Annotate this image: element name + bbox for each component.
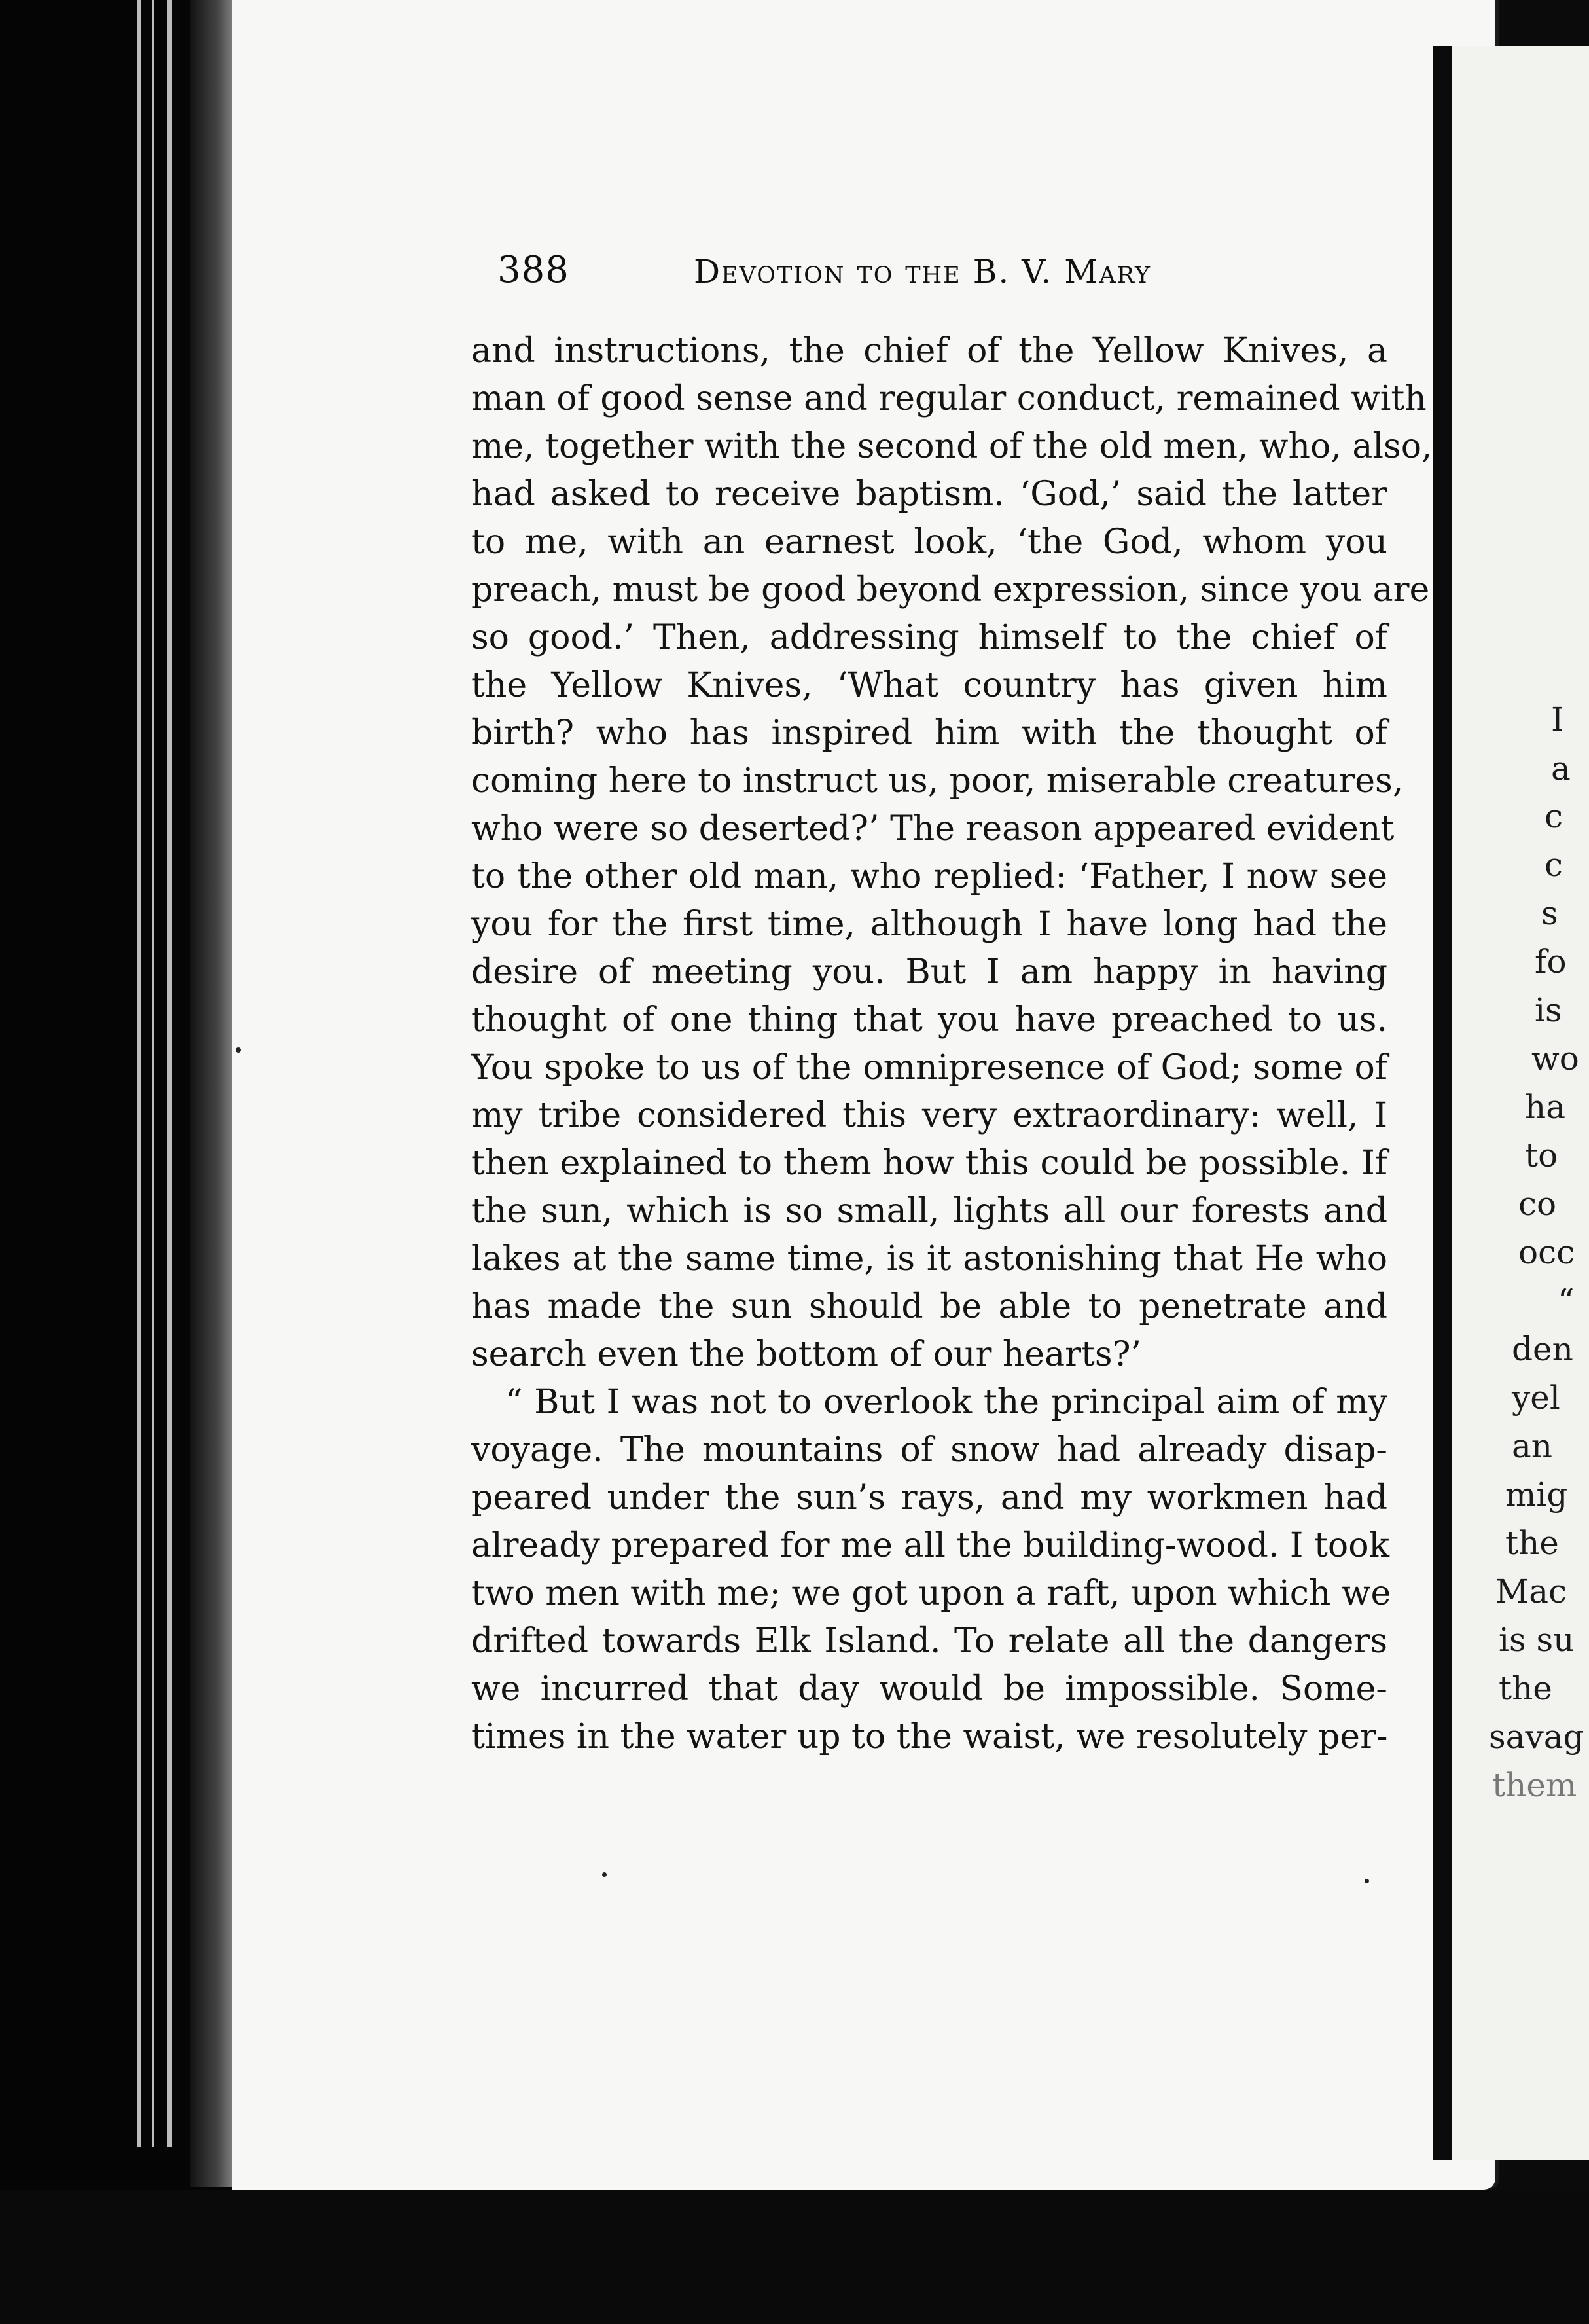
text-line: “ But I was not to overlook the principal aim of my	[505, 1383, 1387, 1422]
text-line: already prepared for me all the building-wood. I took	[471, 1526, 1390, 1565]
text-line: desire of meeting you. But I am happy in having	[471, 953, 1387, 992]
text-line: and instructions, the chief of the Yellow Knives, a	[471, 331, 1387, 371]
text-line: voyage. The mountains of snow had already disap-	[471, 1430, 1387, 1470]
text-line: so good.’ Then, addressing himself to the chief of	[471, 618, 1387, 657]
facing-fragment: a	[1551, 750, 1571, 788]
text-line: times in the water up to the waist, we resolutely per-	[471, 1717, 1388, 1756]
facing-fragment: is su	[1499, 1621, 1575, 1659]
text-line: me, together with the second of the old men, who, also,	[471, 427, 1433, 466]
text-line: then explained to them how this could be possible. If	[471, 1144, 1387, 1183]
text-line: birth? who has inspired him with the thought of	[471, 714, 1387, 753]
facing-fragment: an	[1512, 1427, 1553, 1465]
facing-fragment: mig	[1505, 1476, 1568, 1514]
text-line: man of good sense and regular conduct, remained with	[471, 379, 1427, 418]
facing-fragment: den	[1512, 1330, 1573, 1368]
scan-speck	[236, 1047, 241, 1053]
page-number: 388	[497, 249, 569, 291]
book-spine-line	[137, 0, 141, 2147]
facing-fragment: co	[1518, 1185, 1557, 1223]
facing-fragment: “	[1558, 1282, 1575, 1320]
facing-fragment: fo	[1535, 943, 1567, 981]
facing-fragment: the	[1499, 1669, 1552, 1707]
facing-fragment: Mac	[1495, 1572, 1567, 1610]
body-text	[471, 327, 1433, 1761]
facing-fragment: wo	[1531, 1040, 1579, 1078]
text-line: search even the bottom of our hearts?’	[471, 1335, 1142, 1374]
facing-fragment: them	[1492, 1766, 1577, 1804]
text-line: coming here to instruct us, poor, miserable creatures,	[471, 761, 1404, 801]
facing-fragment: yel	[1512, 1379, 1560, 1417]
text-line: who were so deserted?’ The reason appeared evident	[471, 809, 1395, 848]
text-line: two men with me; we got upon a raft, upon which we	[471, 1574, 1391, 1613]
text-line: has made the sun should be able to penetrate and	[471, 1287, 1387, 1326]
text-line: the Yellow Knives, ‘What country has given him	[471, 666, 1387, 705]
facing-fragment: c	[1544, 846, 1563, 884]
page-header	[497, 249, 1479, 301]
facing-fragment: savag	[1489, 1718, 1584, 1756]
text-line: the sun, which is so small, lights all our forests and	[471, 1191, 1387, 1231]
text-line: You spoke to us of the omnipresence of God; some of	[471, 1048, 1387, 1087]
scan-bottom-margin	[0, 2190, 1589, 2324]
running-head: Devotion to the B. V. Mary	[694, 253, 1152, 291]
facing-page-edge	[1433, 46, 1589, 2160]
text-line: to the other old man, who replied: ‘Father, I now see	[471, 857, 1387, 896]
facing-fragment: to	[1525, 1136, 1558, 1174]
text-line: you for the first time, although I have long had the	[471, 905, 1387, 944]
text-line: to me, with an earnest look, ‘the God, whom you	[471, 522, 1387, 562]
facing-fragment: occ	[1518, 1233, 1575, 1271]
text-line: we incurred that day would be impossible. Some-	[471, 1669, 1387, 1709]
book-spine-line	[167, 0, 172, 2147]
scan-speck	[1365, 1879, 1369, 1883]
text-line: lakes at the same time, is it astonishing that He who	[471, 1239, 1387, 1279]
facing-fragment: the	[1505, 1524, 1559, 1562]
scan-speck	[602, 1872, 607, 1877]
facing-fragment: ha	[1525, 1088, 1566, 1126]
text-line: drifted towards Elk Island. To relate all the dangers	[471, 1622, 1387, 1661]
facing-fragment: c	[1544, 797, 1563, 835]
text-line: had asked to receive baptism. ‘God,’ said the latter	[471, 475, 1387, 514]
text-line: peared under the sun’s rays, and my workmen had	[471, 1478, 1387, 1517]
text-line: my tribe considered this very extraordinary: well, I	[471, 1096, 1387, 1135]
page-gutter-shadow	[190, 0, 236, 2187]
page-seam	[1433, 46, 1452, 2160]
text-line: preach, must be good beyond expression, since you are	[471, 570, 1430, 609]
facing-fragment: is	[1535, 991, 1562, 1029]
book-spine-line	[152, 0, 154, 2147]
facing-fragment: s	[1541, 894, 1558, 932]
facing-fragment: I	[1551, 700, 1564, 738]
text-line: thought of one thing that you have preached to us.	[471, 1000, 1387, 1040]
